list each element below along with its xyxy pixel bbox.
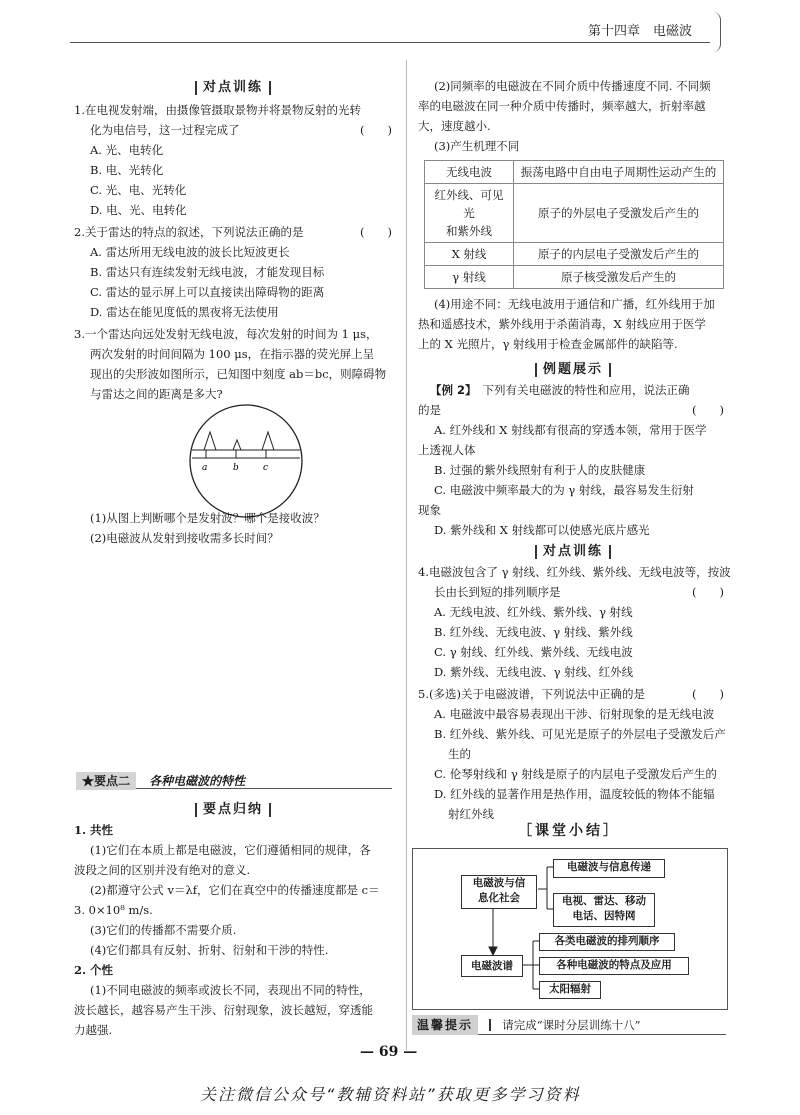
q3-line: 两次发射的时间间隔为 100 μs，在指示器的荧光屏上呈: [90, 347, 375, 361]
answer-paren: ( ): [692, 585, 724, 599]
question-2: [74, 222, 392, 322]
option: B. 红外线、无线电波、γ 射线、紫外线: [434, 625, 633, 639]
tip-text: 请完成“课时分层训练十八”: [502, 1018, 641, 1032]
section-title-practice-2: 对点训练: [418, 540, 728, 559]
map-root-info-society: 电磁波与信 息化社会: [461, 875, 537, 909]
example-option: B. 过强的紫外线照射有利于人的皮肤健康: [434, 463, 646, 477]
trait-line: 率的电磁波在同一种介质中传播时，频率越大，折射率越: [418, 99, 706, 113]
tick-label-b: b: [233, 463, 239, 473]
common-line: 波段之间的区别并没有绝对的意义.: [74, 863, 251, 877]
chapter-header: 第十四章 电磁波: [588, 24, 693, 39]
option: A. 电磁波中最容易表现出干涉、衍射现象的是无线电波: [434, 707, 715, 721]
answer-paren: ( ): [360, 123, 392, 137]
trait-line: (3)产生机理不同: [434, 139, 520, 153]
map-node-solar: 太阳辐射: [539, 981, 601, 999]
table-row: 红外线、可见光 和紫外线 原子的外层电子受激发后产生的: [425, 184, 724, 243]
option: C. 雷达的显示屏上可以直接读出障碍物的距离: [90, 285, 325, 299]
option: C. 伦琴射线和 γ 射线是原子的内层电子受激发后产生的: [434, 767, 717, 781]
table-row: 无线电波 振荡电路中自由电子周期性运动产生的: [425, 161, 724, 184]
q1-stem-line1: 1.在电视发射端，由摄像管摄取景物并将景物反射的光转: [74, 103, 361, 117]
table-row: γ 射线 原子核受激发后产生的: [425, 266, 724, 289]
q4-stem-line1: 4.电磁波包含了 γ 射线、红外线、紫外线、无线电波等，按波: [418, 565, 731, 579]
q1-stem-line2: 化为电信号，这一过程完成了 ( ): [74, 120, 392, 140]
option: D. 紫外线、无线电波、γ 射线、红外线: [434, 665, 634, 679]
common-line: (1)它们在本质上都是电磁波，它们遵循相同的规律，各: [90, 843, 371, 857]
tick-label-a: a: [202, 463, 208, 473]
option: 生的: [448, 747, 471, 761]
individual-line: 波长越长，越容易产生干涉、衍射现象，波长越短，穿透能: [74, 1003, 373, 1017]
section-title-summary-points: 要点归纳: [74, 798, 392, 817]
example-2: [418, 380, 724, 540]
section-title-example: 例题展示: [418, 358, 728, 377]
use-line: 上的 X 光照片，γ 射线用于检查金属部件的缺陷等.: [418, 337, 678, 351]
common-heading: 1. 共性: [74, 823, 114, 837]
mechanism-table: [424, 160, 724, 289]
example-stem: 【例 2】 下列有关电磁波的特性和应用，说法正确: [430, 383, 690, 397]
use-line: (4)用途不同：无线电波用于通信和广播，红外线用于加: [434, 297, 715, 311]
left-column: [74, 76, 392, 404]
map-node-transmission: 电磁波与信息传递: [553, 859, 665, 878]
option: A. 光、电转化: [90, 143, 164, 157]
keypoint-title: 各种电磁波的特性: [149, 774, 246, 788]
right-column-top: [418, 76, 728, 156]
map-node-order: 各类电磁波的排列顺序: [539, 933, 675, 951]
concept-map: [412, 848, 728, 1010]
column-divider: [406, 60, 407, 1050]
keypoint-banner: [76, 770, 392, 789]
q3-line: 现出的尖形波如图所示，已知图中刻度 ab＝bc，则障碍物: [90, 367, 387, 381]
tick-label-c: c: [263, 463, 269, 473]
q3-sub-2: (2)电磁波从发射到接收需多长时间？: [90, 531, 279, 545]
option: D. 红外线的显著作用是热作用，温度较低的物体不能辐: [434, 787, 715, 801]
individual-line: 力越强.: [74, 1023, 113, 1037]
map-node-features: 各种电磁波的特点及应用: [539, 957, 689, 975]
map-node-applications: 电视、雷达、移动 电话、因特网: [553, 893, 655, 927]
section-title-practice-1: 对点训练: [74, 76, 392, 100]
uses-paragraph: [418, 294, 728, 354]
trait-line: 大，速度越小.: [418, 119, 491, 133]
tip-label: 温馨提示: [412, 1015, 478, 1035]
map-root-spectrum: 电磁波谱: [461, 955, 523, 977]
footer-note: 关注微信公众号“教辅资料站”获取更多学习资料: [200, 1085, 581, 1104]
option: C. γ 射线、红外线、紫外线、无线电波: [434, 645, 633, 659]
option: B. 雷达只有连续发射无线电波，才能发现目标: [90, 265, 325, 279]
trait-line: (2)同频率的电磁波在不同介质中传播速度不同. 不同频: [434, 79, 711, 93]
example-option: A. 红外线和 X 射线都有很高的穿透本领，常用于医学: [434, 423, 707, 437]
common-line: (3)它们的传播都不需要介质.: [90, 923, 237, 937]
common-line: 3. 0×10⁸ m/s.: [74, 903, 153, 917]
tip-bar: [412, 1014, 726, 1035]
option: C. 光、电、光转化: [90, 183, 187, 197]
option: D. 电、光、电转化: [90, 203, 187, 217]
header-rule: [70, 42, 710, 43]
radar-screen-figure: [186, 402, 306, 520]
q3-sub-1: (1)从图上判断哪个是发射波？哪个是接收波？: [90, 511, 325, 525]
option: D. 雷达在能见度低的黑夜将无法使用: [90, 305, 279, 319]
q3-line: 3.一个雷达向远处发射无线电波，每次发射的时间为 1 μs，: [74, 327, 378, 341]
common-traits: [74, 820, 394, 1040]
q3-line: 与雷达之间的距离是多大?: [90, 387, 223, 401]
option: B. 红外线、紫外线、可见光是原子的外层电子受激发后产: [434, 727, 726, 741]
individual-line: (1)不同电磁波的频率或波长不同，表现出不同的特性，: [90, 983, 371, 997]
example-option: 现象: [418, 503, 441, 517]
answer-paren: ( ): [692, 403, 724, 417]
q3-subquestions: [90, 508, 390, 548]
example-stem-2: 的是 ( ): [418, 400, 724, 420]
common-line: (2)都遵守公式 v＝λf，它们在真空中的传播速度都是 c＝: [90, 883, 380, 897]
q4-stem-line2: 长由长到短的排列顺序是 ( ): [418, 582, 724, 602]
use-line: 热和遥感技术，紫外线用于杀菌消毒，X 射线应用于医学: [418, 317, 706, 331]
answer-paren: ( ): [692, 687, 724, 701]
answer-paren: ( ): [360, 225, 392, 239]
individual-heading: 2. 个性: [74, 963, 114, 977]
page-number: — 69 —: [360, 1044, 418, 1060]
q5-stem: 5.(多选)关于电磁波谱，下列说法中正确的是 ( ): [418, 684, 724, 704]
example-option: D. 紫外线和 X 射线都可以使感光底片感光: [434, 523, 650, 537]
question-3: [74, 324, 392, 404]
table-row: X 射线 原子的内层电子受激发后产生的: [425, 243, 724, 266]
option: A. 雷达所用无线电波的波长比短波更长: [90, 245, 290, 259]
header-bracket: [712, 12, 721, 52]
example-option: 上透视人体: [418, 443, 476, 457]
question-5: [418, 684, 724, 824]
keypoint-star: ★要点二: [76, 772, 136, 790]
question-4: [418, 562, 731, 682]
summary-title: ［课堂小结］: [518, 823, 620, 839]
option: A. 无线电波、红外线、紫外线、γ 射线: [434, 605, 633, 619]
option: B. 电、光转化: [90, 163, 164, 177]
question-1: [74, 100, 392, 220]
common-line: (4)它们都具有反射、折射、衍射和干涉的特性.: [90, 943, 329, 957]
example-option: C. 电磁波中频率最大的为 γ 射线，最容易发生衍射: [434, 483, 694, 497]
q2-stem: 2.关于雷达的特点的叙述，下列说法正确的是 ( ): [74, 222, 392, 242]
option: 射红外线: [448, 807, 494, 821]
